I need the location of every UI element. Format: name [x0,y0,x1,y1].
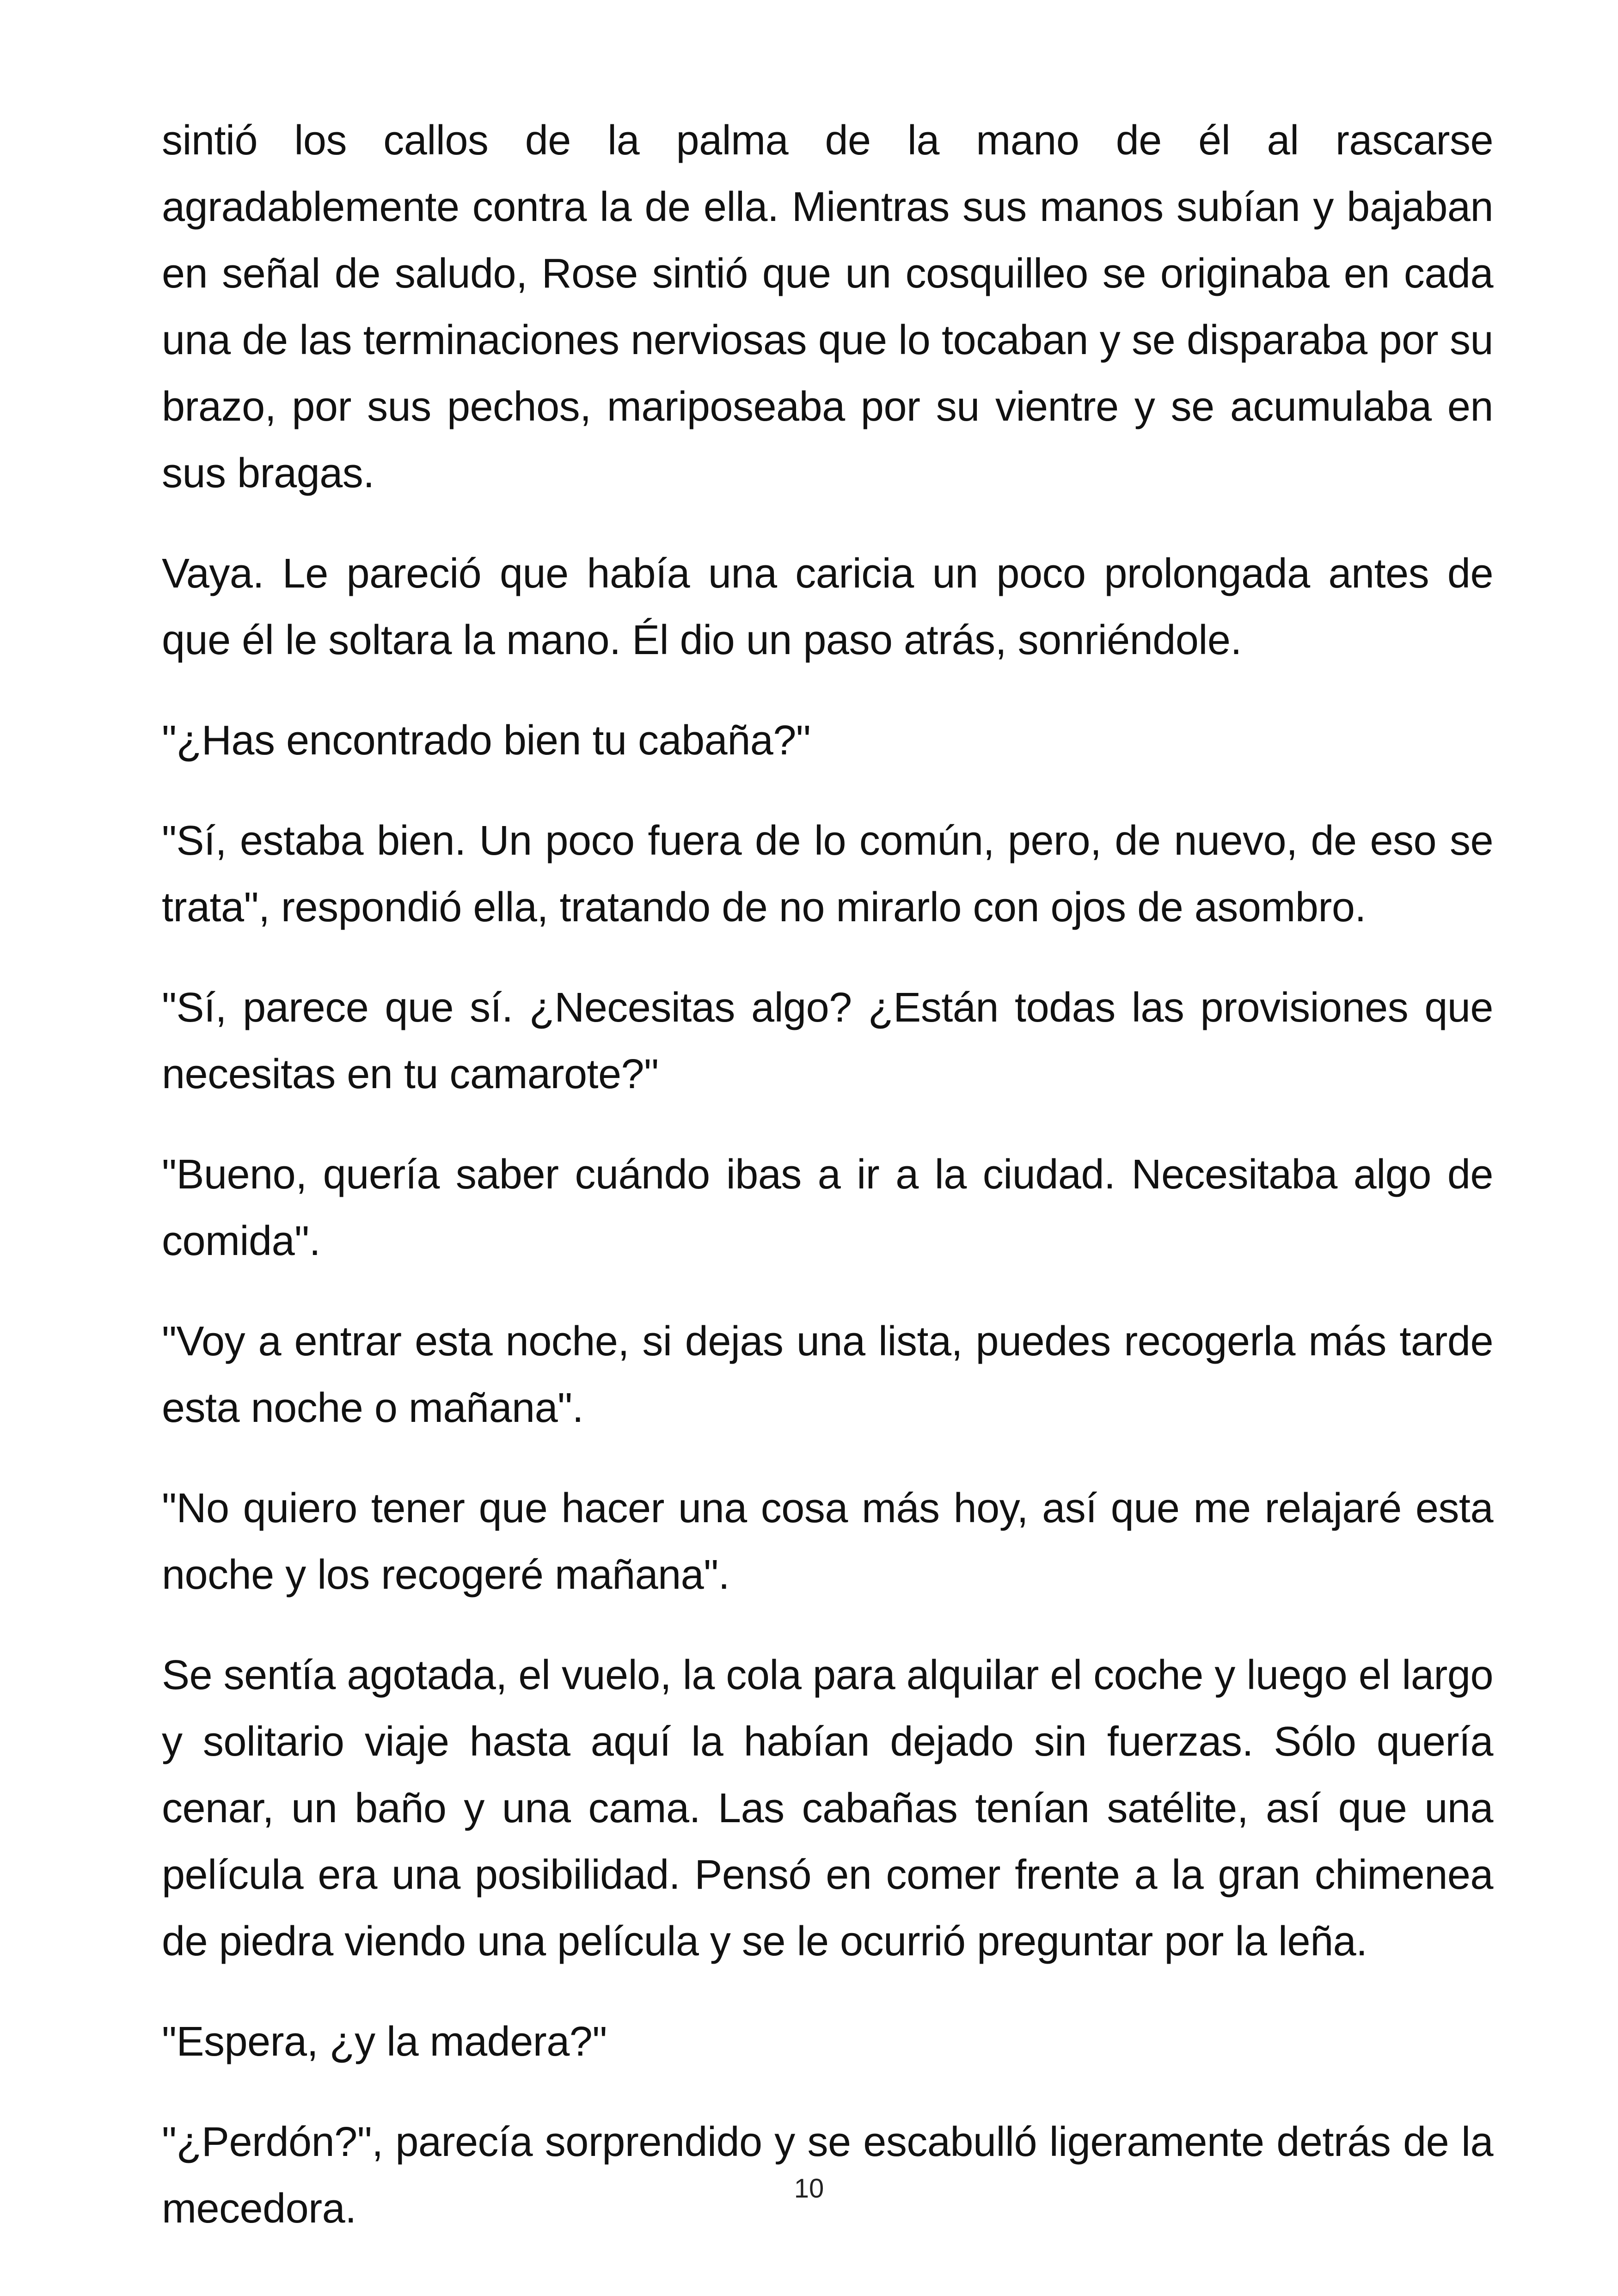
page-number: 10 [794,2174,824,2204]
paragraph-6: "Bueno, quería saber cuándo ibas a ir a la ciudad. Necesitaba algo de comida". [162,1151,1493,1264]
paragraph-3: "¿Has encontrado bien tu cabaña?" [162,717,811,764]
paragraph-8: "No quiero tener que hacer una cosa más hoy, así que me relajaré esta noche y los recogeré mañana". [162,1485,1493,1598]
paragraph-2: Vaya. Le pareció que había una caricia un poco prolongada antes de que él le soltara la mano. Él dio un paso atrás, sonriéndole. [162,551,1493,663]
paragraph-10: "Espera, ¿y la madera?" [162,2019,607,2065]
body-text [162,107,1493,2242]
paragraph-9: Se sentía agotada, el vuelo, la cola para alquilar el coche y luego el largo y solitario viaje hasta aquí la habían dejado sin fuerzas. Sólo quería cenar, un baño y una cama. Las cabañas tenían satélite, así que una película era una posibilidad. Pensó en comer frente a la gran chimenea de piedra viendo una película y se le ocurrió preguntar por la leña. [162,1652,1493,1965]
paragraph-11: "¿Perdón?", parecía sorprendido y se escabulló ligeramente detrás de la mecedora. [162,2119,1493,2232]
paragraph-5: "Sí, parece que sí. ¿Necesitas algo? ¿Están todas las provisiones que necesitas en tu camarote?" [162,985,1493,1097]
paragraph-4: "Sí, estaba bien. Un poco fuera de lo común, pero, de nuevo, de eso se trata", respondió ella, tratando de no mirarlo con ojos de asombro. [162,818,1493,931]
paragraph-7: "Voy a entrar esta noche, si dejas una lista, puedes recogerla más tarde esta noche o mañana". [162,1318,1493,1431]
paragraph-1: sintió los callos de la palma de la mano de él al rascarse agradablemente contra la de ella. Mientras sus manos subían y bajaban en señal de saludo, Rose sintió que un cosquilleo se originaba en cada una de las terminaciones nerviosas que lo tocaban y se disparaba por su brazo, por sus pechos, mariposeaba por su vientre y se acumulaba en sus bragas. [162,117,1493,496]
